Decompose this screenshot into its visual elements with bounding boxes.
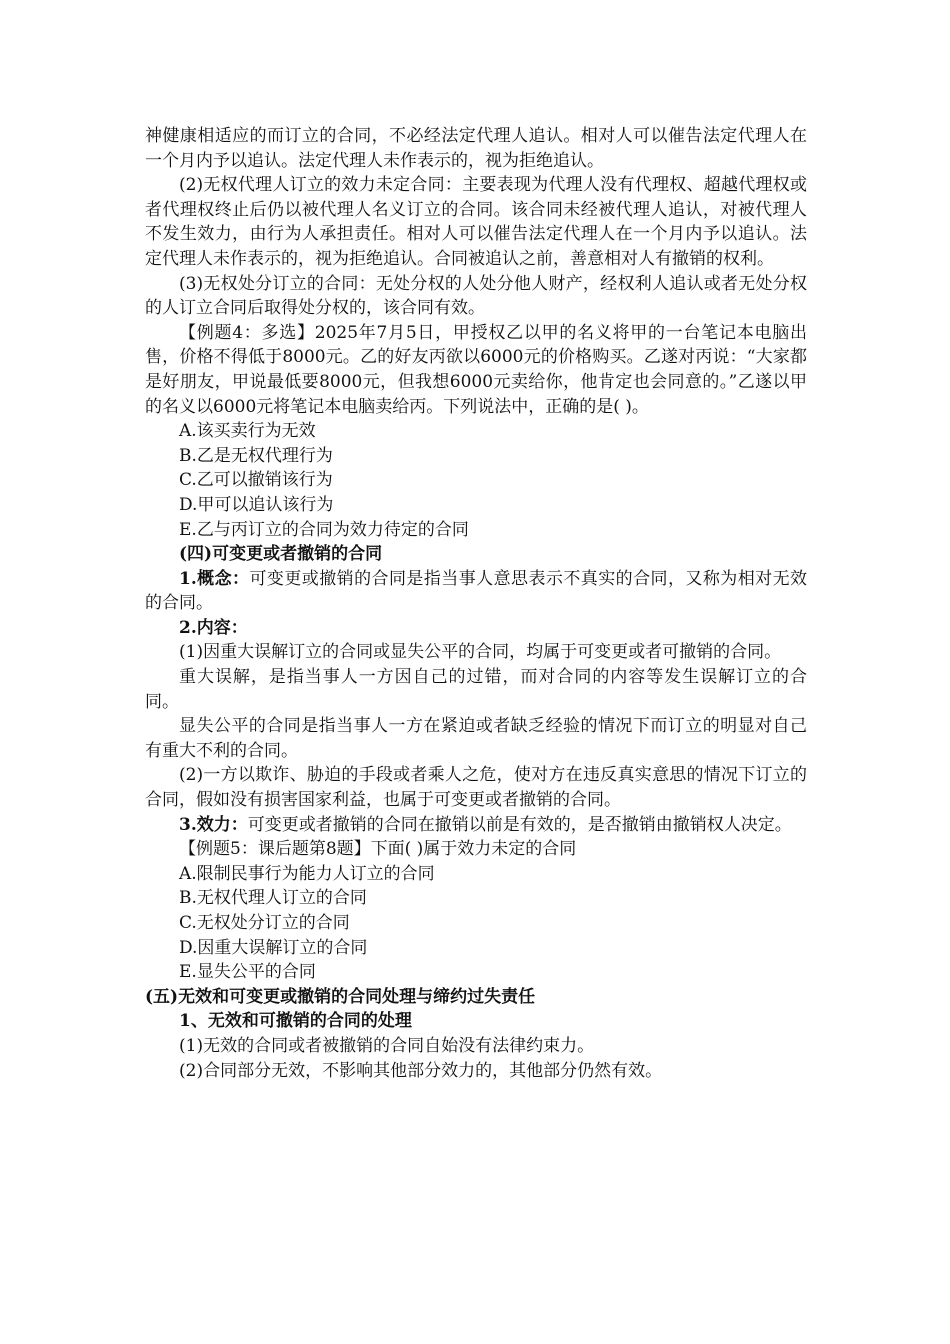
example-5-option-a: A.限制民事行为能力人订立的合同	[179, 863, 435, 884]
paragraph-handling-2: (2)合同部分无效，不影响其他部分效力的，其他部分仍然有效。	[179, 1060, 663, 1081]
section-heading-5: (五)无效和可变更或撤销的合同处理与缔约过失责任	[145, 986, 536, 1007]
concept-text: 可变更或撤销的合同是指当事人意思表示不真实的合同，又称为相对无效的合同。	[145, 568, 808, 614]
example-5-option-c: C.无权处分订立的合同	[179, 913, 350, 933]
paragraph-effect	[145, 813, 807, 838]
paragraph-concept	[145, 567, 807, 616]
example-5-option-b: B.无权代理人订立的合同	[179, 888, 367, 909]
example-5-option-e: E.显失公平的合同	[179, 962, 316, 983]
paragraph-content-1: (1)因重大误解订立的合同或显失公平的合同，均属于可变更或者可撤销的合同。	[179, 642, 782, 663]
example-4-option-d: D.甲可以追认该行为	[179, 494, 334, 515]
example-4-option-c: C.乙可以撤销该行为	[179, 470, 333, 491]
example-4-option-e: E.乙与丙订立的合同为效力待定的合同	[179, 519, 469, 540]
paragraph-unauthorized-agency: (2)无权代理人订立的效力未定合同：主要表现为代理人没有代理权、超越代理权或者代理权终止后仍以被代理人名义订立的合同。该合同未经被代理人追认，对被代理人不发生效力，由行为人承担责任。相对人可以催告法定代理人在一个月内予以追认。法定代理人未作表示的，视为拒绝追认。合同被追认之前，善意相对人有撤销的权利。	[145, 175, 807, 269]
example-4-option-a: A.该买卖行为无效	[179, 421, 316, 442]
paragraph-content-2: (2)一方以欺诈、胁迫的手段或者乘人之危，使对方在违反真实意思的情况下订立的合同，假如没有损害国家利益，也属于可变更或者撤销的合同。	[145, 765, 807, 811]
paragraph-continuation: 神健康相适应的而订立的合同，不必经法定代理人追认。相对人可以催告法定代理人在一个月内予以追认。法定代理人未作表示的，视为拒绝追认。	[145, 126, 807, 171]
section-heading-4: (四)可变更或者撤销的合同	[179, 544, 383, 565]
paragraph-major-misunderstanding: 重大误解，是指当事人一方因自己的过错，而对合同的内容等发生误解订立的合同。	[145, 667, 807, 712]
paragraph-obvious-unfairness: 显失公平的合同是指当事人一方在紧迫或者缺乏经验的情况下而订立的明显对自己有重大不利的合同。	[145, 716, 807, 761]
example-4-option-b: B.乙是无权代理行为	[179, 445, 333, 466]
example-4-question: 【例题4：多选】2025年7月5日，甲授权乙以甲的名义将甲的一台笔记本电脑出售，价格不得低于8000元。乙的好友丙欲以6000元的价格购买。乙遂对丙说：“大家都是好朋友，甲说最低要8000元，但我想6000元卖给你，他肯定也会同意的。”乙遂以甲的名义以6000元将笔记本电脑卖给丙。下列说法中，正确的是( )。	[145, 322, 807, 417]
subsection-heading-1: 1、无效和可撤销的合同的处理	[179, 1011, 412, 1032]
example-5-question: 【例题5：课后题第8题】下面( )属于效力未定的合同	[179, 839, 577, 860]
concept-label: 1.概念：	[179, 568, 250, 589]
example-5-option-d: D.因重大误解订立的合同	[179, 937, 368, 958]
paragraph-handling-1: (1)无效的合同或者被撤销的合同自始没有法律约束力。	[179, 1035, 595, 1056]
paragraph-unauthorized-disposal: (3)无权处分订立的合同：无处分权的人处分他人财产，经权利人追认或者无处分权的人订立合同后取得处分权的，该合同有效。	[145, 273, 807, 319]
effect-text: 可变更或者撤销的合同在撤销以前是有效的，是否撤销由撤销权人决定。	[247, 814, 792, 835]
document-page	[145, 124, 807, 1083]
content-label: 2.内容：	[179, 617, 248, 638]
effect-label: 3.效力：	[179, 814, 248, 835]
